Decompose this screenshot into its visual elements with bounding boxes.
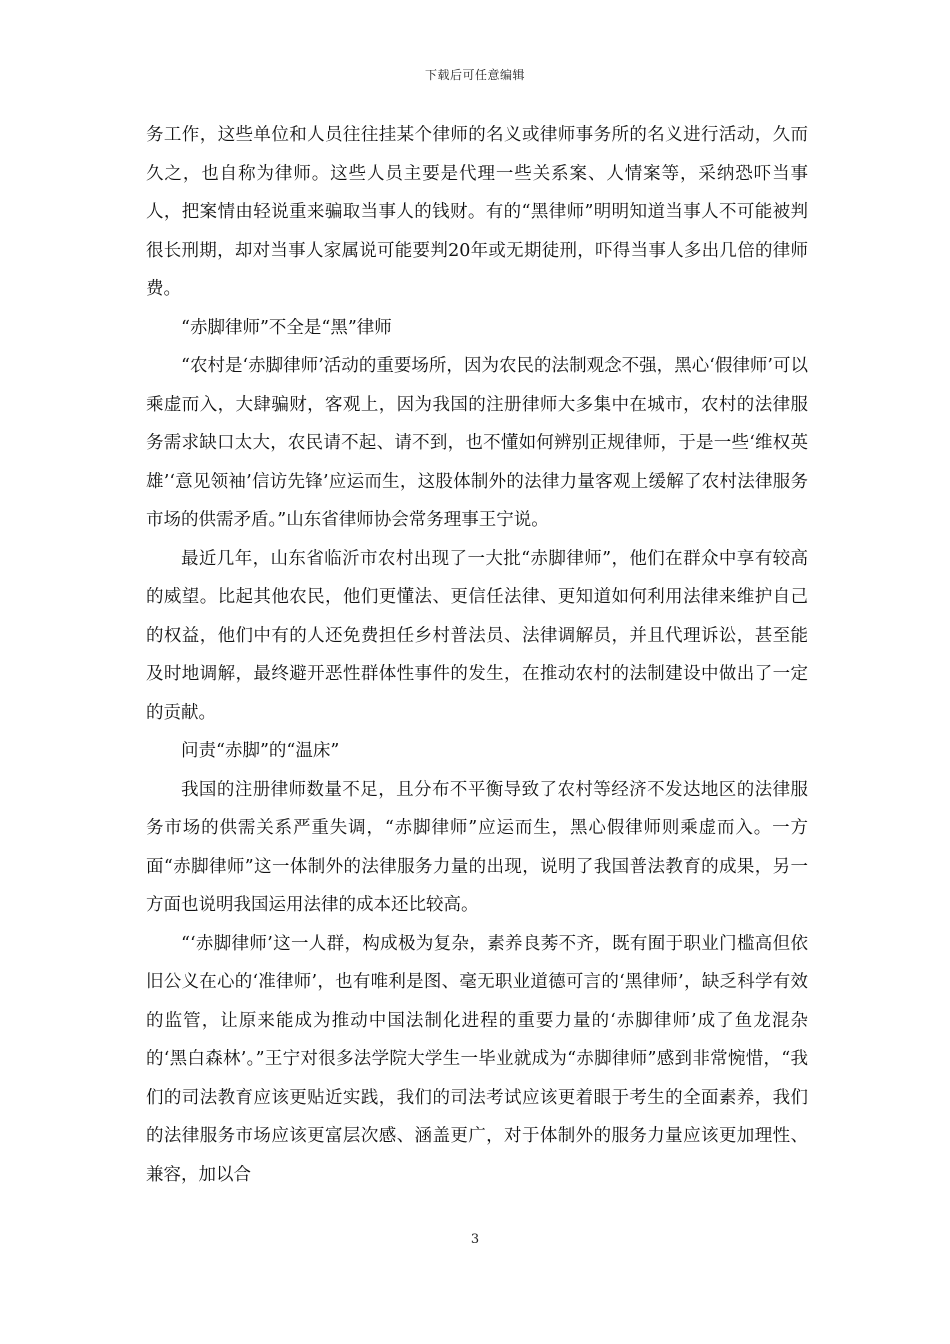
section-heading-wenze-wenchuang: 问责“赤脚”的“温床” [181,741,340,761]
paragraph-5: “‘赤脚律师’这一人群，构成极为复杂，素养良莠不齐，既有囿于职业门槛高但依旧公义在心的‘准律师’，也有唯利是图、毫无职业道德可言的‘黑律师’，缺乏科学有效的监管，让原来能成为推动中国法制化进程的重要力量的‘赤脚律师’成了鱼龙混杂的‘黑白森林’。”王宁对很多法学院大学生一毕业就成为“赤脚律师”感到非常惋惜，“我们的司法教育应该更贴近实践，我们的司法考试应该更着眼于考生的全面素养，我们的法律服务市场应该更富层次感、涵盖更广，对于体制外的服务力量应该更加理性、兼容，加以合 [146,933,808,1185]
page-number: 3 [470,1232,480,1247]
document-body [146,116,808,1194]
section-heading-chijiao-not-all-black: “赤脚律师”不全是“黑”律师 [181,317,392,338]
paragraph-2: “农村是‘赤脚律师’活动的重要场所，因为农民的法制观念不强，黑心‘假律师’可以乘虚而入，大肆骗财，客观上，因为我国的注册律师大多集中在城市，农村的法律服务需求缺口太大，农民请不起、请不到，也不懂如何辨别正规律师，于是一些‘维权英雄’‘意见领袖’信访先锋’应运而生，这股体制外的法律力量客观上缓解了农村法律服务市场的供需矛盾。”山东省律师协会常务理事王宁说。 [146,356,808,530]
paragraph-4: 我国的注册律师数量不足，且分布不平衡导致了农村等经济不发达地区的法律服务市场的供需关系严重失调，“赤脚律师”应运而生，黑心假律师则乘虚而入。一方面“赤脚律师”这一体制外的法律服务力量的出现，说明了我国普法教育的成果，另一方面也说明我国运用法律的成本还比较高。 [146,779,808,915]
paragraph-1: 务工作，这些单位和人员往往挂某个律师的名义或律师事务所的名义进行活动，久而久之，也自称为律师。这些人员主要是代理一些关系案、人情案等，采纳恐吓当事人，把案情由轻说重来骗取当事人的钱财。有的“黑律师”明明知道当事人不可能被判很长刑期，却对当事人家属说可能要判20年或无期徒刑，吓得当事人多出几倍的律师费。 [146,125,808,299]
page-header: 下载后可任意编辑 [424,68,525,82]
paragraph-3: 最近几年，山东省临沂市农村出现了一大批“赤脚律师”，他们在群众中享有较高的威望。比起其他农民，他们更懂法、更信任法律、更知道如何利用法律来维护自己的权益，他们中有的人还免费担任乡村普法员、法律调解员，并且代理诉讼，甚至能及时地调解，最终避开恶性群体性事件的发生，在推动农村的法制建设中做出了一定的贡献。 [146,548,808,723]
